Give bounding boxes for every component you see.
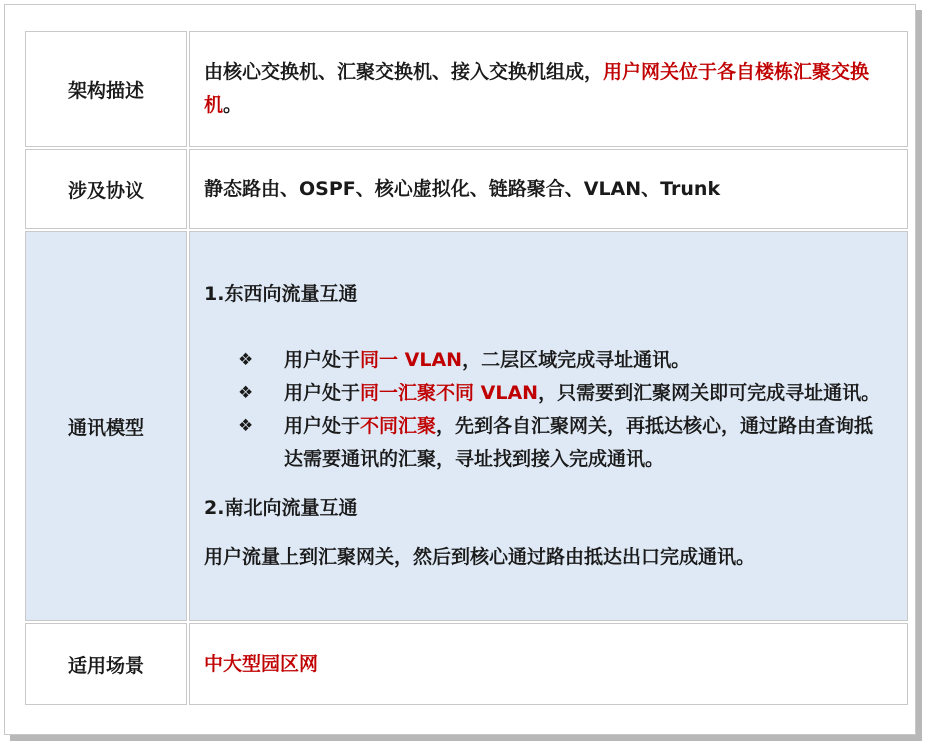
content-architecture	[189, 31, 908, 147]
label-comm-model: 通讯模型	[25, 231, 187, 621]
spec-table	[23, 29, 910, 707]
label-architecture: 架构描述	[25, 31, 187, 147]
row-scenario	[25, 623, 908, 705]
section1-title: 1.东西向流量互通	[204, 283, 358, 305]
section2-text: 用户流量上到汇聚网关，然后到核心通过路由抵达出口完成通讯。	[204, 546, 756, 568]
list-item	[204, 410, 891, 476]
section2-title: 2.南北向流量互通	[204, 497, 358, 519]
bullet-prefix: 用户处于	[284, 349, 361, 371]
architecture-highlight: 用户网关位于各自楼栋汇聚交换机	[204, 61, 870, 116]
protocols-text: 静态路由、OSPF、核心虚拟化、链路聚合、VLAN、Trunk	[204, 177, 721, 200]
list-item	[204, 344, 891, 377]
row-architecture	[25, 31, 908, 147]
diamond-bullet-icon: ❖	[238, 350, 254, 370]
content-comm-model	[189, 231, 908, 621]
bullet-suffix: ，先到各自汇聚网关，再抵达核心，通过路由查询抵达需要通讯的汇聚，寻址找到接入完成通讯。	[284, 415, 874, 470]
row-protocols	[25, 149, 908, 229]
scenario-text: 中大型园区网	[204, 652, 319, 675]
bullet-highlight: 不同汇聚	[360, 415, 437, 437]
list-item	[204, 377, 891, 410]
content-scenario	[189, 623, 908, 705]
bullet-highlight: 同一汇聚不同 VLAN	[360, 382, 539, 404]
bullet-suffix: ，只需要到汇聚网关即可完成寻址通讯。	[538, 382, 881, 404]
row-comm-model	[25, 231, 908, 621]
bullet-suffix: ，二层区域完成寻址通讯。	[462, 349, 691, 371]
diamond-bullet-icon: ❖	[238, 416, 254, 436]
architecture-end: 。	[223, 94, 243, 116]
bullet-list	[204, 344, 891, 476]
label-protocols: 涉及协议	[25, 149, 187, 229]
label-scenario: 适用场景	[25, 623, 187, 705]
bullet-highlight: 同一 VLAN	[360, 349, 463, 371]
diamond-bullet-icon: ❖	[238, 383, 254, 403]
document-frame	[4, 4, 916, 735]
content-protocols	[189, 149, 908, 229]
bullet-prefix: 用户处于	[284, 415, 361, 437]
architecture-text: 由核心交换机、汇聚交换机、接入交换机组成，	[204, 61, 604, 83]
bullet-prefix: 用户处于	[284, 382, 361, 404]
